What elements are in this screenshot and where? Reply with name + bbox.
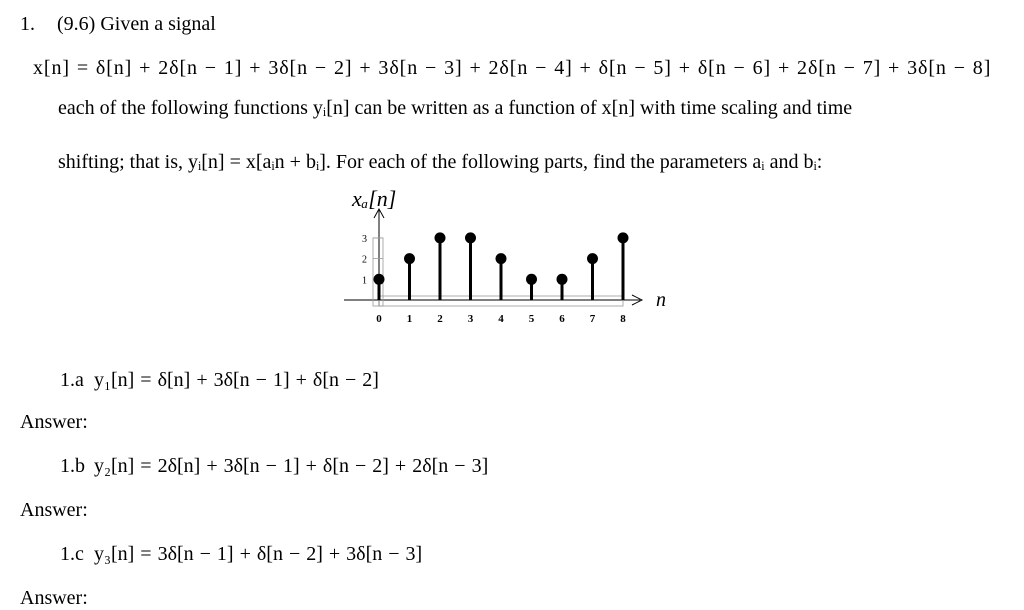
part-a-equation: y₁[n] = δ[n] + 3δ[n − 1] + δ[n − 2]	[94, 369, 379, 391]
x-tick-label: 2	[437, 313, 443, 325]
part-a-answer-label: Answer:	[20, 411, 88, 433]
problem-number: 1.	[20, 13, 35, 35]
x-tick-label: 7	[589, 313, 596, 325]
x-tick-label: 0	[376, 313, 382, 325]
part-a-label: 1.a	[60, 369, 84, 391]
x-tick-label: 6	[559, 313, 565, 325]
part-c-label: 1.c	[60, 543, 84, 565]
part-b-equation: y₂[n] = 2δ[n] + 3δ[n − 1] + δ[n − 2] + 2δ[n − 3]	[94, 455, 489, 477]
stem-marker	[496, 253, 507, 264]
stem-marker	[404, 253, 415, 264]
problem-heading: (9.6) Given a signal	[57, 13, 216, 35]
problem-text-line-3: shifting; that is, yᵢ[n] = x[aᵢn + bᵢ]. For each of the following parts, find the parameters aᵢ and bᵢ:	[58, 151, 823, 173]
problem-text-line-2: each of the following functions yᵢ[n] can be written as a function of x[n] with time scaling and time	[58, 97, 853, 119]
x-axis-label: n	[656, 289, 666, 311]
part-c-equation: y₃[n] = 3δ[n − 1] + δ[n − 2] + 3δ[n − 3]	[94, 543, 423, 565]
x-tick-label: 3	[467, 313, 474, 325]
signal-equation: x[n] = δ[n] + 2δ[n − 1] + 3δ[n − 2] + 3δ[n − 3] + 2δ[n − 4] + δ[n − 5] + δ[n − 6] + 2δ[n − 7] + 3δ[n − 8]	[33, 57, 992, 79]
stem-marker	[435, 232, 446, 243]
stem-marker	[557, 274, 568, 285]
stem-marker	[526, 274, 537, 285]
y-tick-label: 3	[362, 233, 367, 245]
plot-title: xₐ[n]	[352, 186, 397, 211]
stem-marker	[587, 253, 598, 264]
x-tick-label: 1	[406, 313, 413, 325]
x-tick-label: 5	[528, 313, 535, 325]
part-c-answer-label: Answer:	[20, 587, 88, 609]
stem-marker	[465, 232, 476, 243]
part-b-label: 1.b	[60, 455, 85, 477]
x-tick-label: 8	[620, 313, 626, 325]
stem-marker	[374, 274, 385, 285]
stem-marker	[618, 232, 629, 243]
y-tick-label: 1	[362, 275, 367, 287]
part-b-answer-label: Answer:	[20, 499, 88, 521]
stem-plot	[340, 180, 680, 330]
x-tick-label: 4	[498, 313, 504, 325]
y-tick-label: 2	[362, 254, 367, 266]
